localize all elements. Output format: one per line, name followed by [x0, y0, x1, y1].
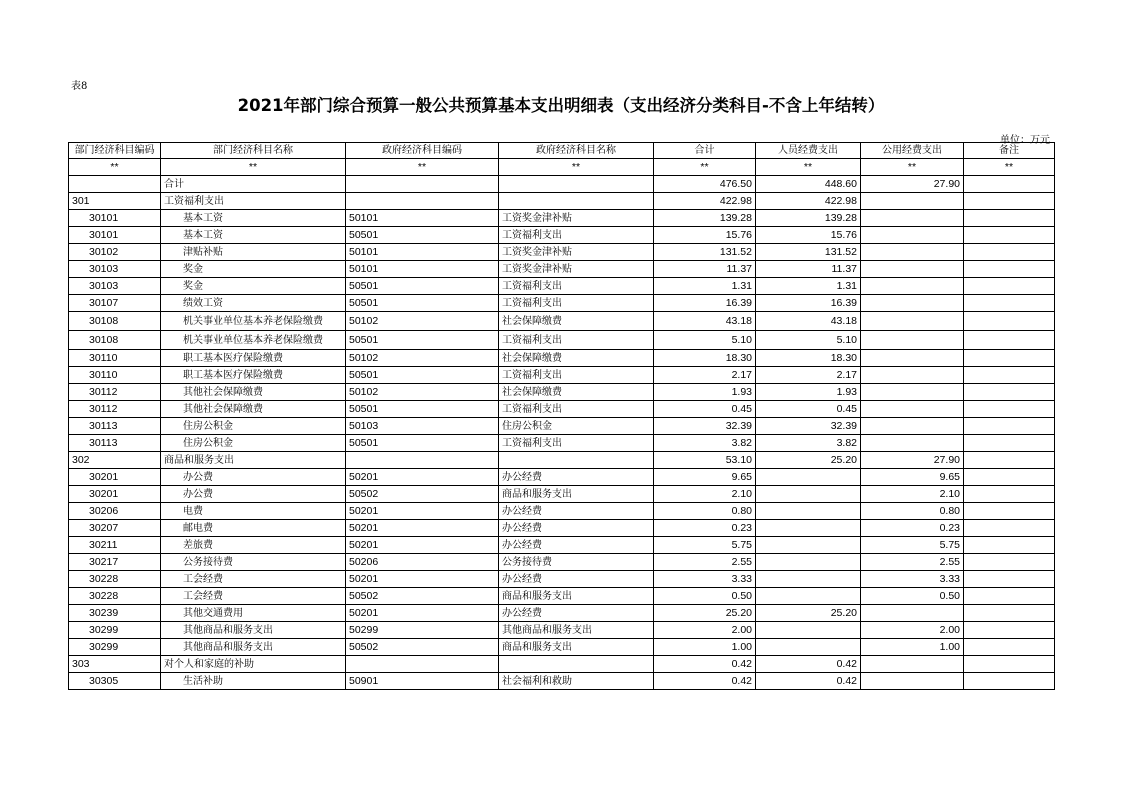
total-cell: 9.65 — [654, 469, 756, 486]
personnel-cell — [756, 622, 861, 639]
personnel-cell — [756, 639, 861, 656]
public-cell — [861, 384, 964, 401]
gov-code-cell: 50201 — [346, 520, 499, 537]
dept-name-cell: 奖金 — [161, 261, 346, 278]
gov-code-cell: 50201 — [346, 537, 499, 554]
public-cell: 0.50 — [861, 588, 964, 605]
marker-cell: ** — [69, 159, 161, 176]
gov-code-cell: 50101 — [346, 210, 499, 227]
public-cell: 1.00 — [861, 639, 964, 656]
marker-cell: ** — [654, 159, 756, 176]
public-cell — [861, 227, 964, 244]
table-row — [69, 312, 1055, 331]
dept-name-cell: 商品和服务支出 — [161, 452, 346, 469]
total-cell: 15.76 — [654, 227, 756, 244]
note-cell — [964, 622, 1055, 639]
dept-code-cell: 30228 — [69, 571, 161, 588]
dept-name-cell: 公务接待费 — [161, 554, 346, 571]
gov-code-cell: 50299 — [346, 622, 499, 639]
gov-code-cell: 50501 — [346, 227, 499, 244]
column-header: 备注 — [964, 143, 1055, 159]
personnel-cell: 11.37 — [756, 261, 861, 278]
gov-name-cell: 工资福利支出 — [499, 295, 654, 312]
public-cell: 27.90 — [861, 452, 964, 469]
dept-name-cell: 住房公积金 — [161, 435, 346, 452]
dept-code-cell: 30101 — [69, 227, 161, 244]
gov-name-cell: 工资福利支出 — [499, 367, 654, 384]
public-cell — [861, 350, 964, 367]
personnel-cell: 5.10 — [756, 331, 861, 350]
gov-name-cell: 公务接待费 — [499, 554, 654, 571]
unit-label: 单位：万元 — [1000, 135, 1050, 146]
dept-name-cell: 住房公积金 — [161, 418, 346, 435]
personnel-cell: 448.60 — [756, 176, 861, 193]
marker-cell: ** — [756, 159, 861, 176]
column-header: 部门经济科目编码 — [69, 143, 161, 159]
dept-code-cell: 30103 — [69, 278, 161, 295]
dept-code-cell: 30299 — [69, 622, 161, 639]
gov-name-cell — [499, 193, 654, 210]
note-cell — [964, 350, 1055, 367]
dept-code-cell: 30112 — [69, 384, 161, 401]
public-cell — [861, 210, 964, 227]
marker-cell: ** — [964, 159, 1055, 176]
public-cell — [861, 193, 964, 210]
total-cell: 0.50 — [654, 588, 756, 605]
gov-name-cell: 社会福利和救助 — [499, 673, 654, 690]
gov-code-cell — [346, 452, 499, 469]
dept-code-cell: 30101 — [69, 210, 161, 227]
dept-code-cell: 30113 — [69, 418, 161, 435]
personnel-cell — [756, 486, 861, 503]
public-cell — [861, 401, 964, 418]
personnel-cell — [756, 537, 861, 554]
total-cell: 5.10 — [654, 331, 756, 350]
personnel-cell — [756, 503, 861, 520]
dept-name-cell: 电费 — [161, 503, 346, 520]
total-cell: 139.28 — [654, 210, 756, 227]
note-cell — [964, 210, 1055, 227]
gov-code-cell: 50201 — [346, 503, 499, 520]
dept-code-cell: 30112 — [69, 401, 161, 418]
note-cell — [964, 673, 1055, 690]
public-cell — [861, 435, 964, 452]
gov-code-cell: 50502 — [346, 639, 499, 656]
gov-name-cell: 工资奖金津补贴 — [499, 244, 654, 261]
note-cell — [964, 486, 1055, 503]
gov-code-cell — [346, 193, 499, 210]
table-row — [69, 622, 1055, 639]
total-cell: 11.37 — [654, 261, 756, 278]
total-cell: 422.98 — [654, 193, 756, 210]
note-cell — [964, 571, 1055, 588]
note-cell — [964, 295, 1055, 312]
personnel-cell — [756, 554, 861, 571]
total-cell: 2.10 — [654, 486, 756, 503]
total-cell: 1.31 — [654, 278, 756, 295]
public-cell — [861, 331, 964, 350]
dept-name-cell: 邮电费 — [161, 520, 346, 537]
note-cell — [964, 312, 1055, 331]
table-row — [69, 486, 1055, 503]
gov-name-cell: 社会保障缴费 — [499, 384, 654, 401]
dept-name-cell: 机关事业单位基本养老保险缴费 — [161, 331, 346, 350]
personnel-cell: 25.20 — [756, 605, 861, 622]
gov-code-cell: 50201 — [346, 469, 499, 486]
total-cell: 3.33 — [654, 571, 756, 588]
personnel-cell: 1.93 — [756, 384, 861, 401]
gov-name-cell: 工资奖金津补贴 — [499, 261, 654, 278]
public-cell — [861, 418, 964, 435]
table-row — [69, 227, 1055, 244]
dept-name-cell: 津贴补贴 — [161, 244, 346, 261]
gov-name-cell: 商品和服务支出 — [499, 639, 654, 656]
table-body — [69, 176, 1055, 690]
gov-name-cell: 其他商品和服务支出 — [499, 622, 654, 639]
total-cell: 2.00 — [654, 622, 756, 639]
gov-code-cell: 50102 — [346, 350, 499, 367]
gov-code-cell — [346, 176, 499, 193]
personnel-cell: 43.18 — [756, 312, 861, 331]
dept-code-cell: 30239 — [69, 605, 161, 622]
note-cell — [964, 193, 1055, 210]
dept-name-cell: 其他交通费用 — [161, 605, 346, 622]
dept-name-cell: 职工基本医疗保险缴费 — [161, 350, 346, 367]
personnel-cell — [756, 469, 861, 486]
note-cell — [964, 656, 1055, 673]
marker-cell: ** — [161, 159, 346, 176]
dept-code-cell: 303 — [69, 656, 161, 673]
marker-cell: ** — [346, 159, 499, 176]
dept-code-cell: 30206 — [69, 503, 161, 520]
note-cell — [964, 435, 1055, 452]
total-cell: 18.30 — [654, 350, 756, 367]
table-row — [69, 520, 1055, 537]
table-row — [69, 673, 1055, 690]
dept-code-cell: 30113 — [69, 435, 161, 452]
note-cell — [964, 639, 1055, 656]
gov-code-cell: 50201 — [346, 605, 499, 622]
note-cell — [964, 261, 1055, 278]
dept-name-cell: 其他社会保障缴费 — [161, 401, 346, 418]
table-row — [69, 435, 1055, 452]
gov-code-cell: 50502 — [346, 588, 499, 605]
marker-row — [69, 159, 1055, 176]
personnel-cell — [756, 520, 861, 537]
gov-name-cell: 社会保障缴费 — [499, 350, 654, 367]
total-cell: 32.39 — [654, 418, 756, 435]
total-cell: 131.52 — [654, 244, 756, 261]
dept-name-cell: 办公费 — [161, 469, 346, 486]
table-row — [69, 469, 1055, 486]
gov-name-cell — [499, 452, 654, 469]
note-cell — [964, 503, 1055, 520]
note-cell — [964, 537, 1055, 554]
note-cell — [964, 384, 1055, 401]
note-cell — [964, 367, 1055, 384]
note-cell — [964, 176, 1055, 193]
dept-name-cell: 工会经费 — [161, 588, 346, 605]
table-row — [69, 537, 1055, 554]
page-title: 2021年部门综合预算一般公共预算基本支出明细表（支出经济分类科目-不含上年结转） — [237, 96, 885, 115]
dept-name-cell: 其他商品和服务支出 — [161, 639, 346, 656]
dept-name-cell: 生活补助 — [161, 673, 346, 690]
column-header: 合计 — [654, 143, 756, 159]
dept-name-cell: 工资福利支出 — [161, 193, 346, 210]
note-cell — [964, 244, 1055, 261]
total-cell: 476.50 — [654, 176, 756, 193]
gov-code-cell: 50901 — [346, 673, 499, 690]
dept-name-cell: 奖金 — [161, 278, 346, 295]
personnel-cell: 3.82 — [756, 435, 861, 452]
personnel-cell: 0.42 — [756, 656, 861, 673]
public-cell — [861, 261, 964, 278]
dept-name-cell: 绩效工资 — [161, 295, 346, 312]
total-cell: 5.75 — [654, 537, 756, 554]
dept-name-cell: 差旅费 — [161, 537, 346, 554]
total-cell: 25.20 — [654, 605, 756, 622]
table-row — [69, 588, 1055, 605]
public-cell: 2.00 — [861, 622, 964, 639]
column-header: 人员经费支出 — [756, 143, 861, 159]
total-cell: 3.82 — [654, 435, 756, 452]
table-row — [69, 639, 1055, 656]
personnel-cell: 0.45 — [756, 401, 861, 418]
gov-code-cell: 50501 — [346, 278, 499, 295]
column-header: 政府经济科目编码 — [346, 143, 499, 159]
table-row — [69, 605, 1055, 622]
total-cell: 1.00 — [654, 639, 756, 656]
personnel-cell: 18.30 — [756, 350, 861, 367]
total-cell: 1.93 — [654, 384, 756, 401]
public-cell — [861, 312, 964, 331]
total-cell: 53.10 — [654, 452, 756, 469]
public-cell — [861, 244, 964, 261]
total-cell: 2.17 — [654, 367, 756, 384]
dept-code-cell: 30299 — [69, 639, 161, 656]
column-header: 政府经济科目名称 — [499, 143, 654, 159]
dept-name-cell: 办公费 — [161, 486, 346, 503]
personnel-cell: 32.39 — [756, 418, 861, 435]
total-cell: 0.45 — [654, 401, 756, 418]
gov-name-cell — [499, 656, 654, 673]
public-cell: 9.65 — [861, 469, 964, 486]
public-cell — [861, 367, 964, 384]
dept-name-cell: 基本工资 — [161, 227, 346, 244]
public-cell — [861, 278, 964, 295]
gov-code-cell: 50206 — [346, 554, 499, 571]
gov-code-cell: 50502 — [346, 486, 499, 503]
header-row — [69, 143, 1055, 159]
dept-name-cell: 基本工资 — [161, 210, 346, 227]
gov-code-cell: 50501 — [346, 367, 499, 384]
table-row — [69, 452, 1055, 469]
dept-code-cell: 302 — [69, 452, 161, 469]
table-row — [69, 418, 1055, 435]
personnel-cell — [756, 588, 861, 605]
gov-name-cell: 商品和服务支出 — [499, 588, 654, 605]
gov-code-cell: 50102 — [346, 312, 499, 331]
note-cell — [964, 469, 1055, 486]
total-cell: 0.42 — [654, 673, 756, 690]
gov-name-cell: 办公经费 — [499, 469, 654, 486]
gov-code-cell: 50501 — [346, 295, 499, 312]
gov-code-cell: 50102 — [346, 384, 499, 401]
table-row — [69, 278, 1055, 295]
personnel-cell: 1.31 — [756, 278, 861, 295]
personnel-cell: 25.20 — [756, 452, 861, 469]
gov-name-cell: 办公经费 — [499, 537, 654, 554]
dept-name-cell: 工会经费 — [161, 571, 346, 588]
marker-cell: ** — [861, 159, 964, 176]
gov-name-cell: 商品和服务支出 — [499, 486, 654, 503]
personnel-cell: 15.76 — [756, 227, 861, 244]
public-cell: 2.55 — [861, 554, 964, 571]
public-cell: 5.75 — [861, 537, 964, 554]
table-row — [69, 176, 1055, 193]
dept-code-cell: 30228 — [69, 588, 161, 605]
gov-name-cell: 工资福利支出 — [499, 227, 654, 244]
gov-name-cell — [499, 176, 654, 193]
personnel-cell: 139.28 — [756, 210, 861, 227]
dept-code-cell — [69, 176, 161, 193]
table-row — [69, 244, 1055, 261]
table-row — [69, 350, 1055, 367]
dept-code-cell: 30211 — [69, 537, 161, 554]
dept-name-cell: 职工基本医疗保险缴费 — [161, 367, 346, 384]
note-cell — [964, 227, 1055, 244]
table-row — [69, 193, 1055, 210]
gov-code-cell: 50103 — [346, 418, 499, 435]
total-cell: 2.55 — [654, 554, 756, 571]
gov-name-cell: 工资福利支出 — [499, 278, 654, 295]
note-cell — [964, 520, 1055, 537]
public-cell: 3.33 — [861, 571, 964, 588]
note-cell — [964, 331, 1055, 350]
dept-code-cell: 301 — [69, 193, 161, 210]
personnel-cell: 16.39 — [756, 295, 861, 312]
gov-name-cell: 工资奖金津补贴 — [499, 210, 654, 227]
gov-name-cell: 办公经费 — [499, 605, 654, 622]
dept-code-cell: 30305 — [69, 673, 161, 690]
gov-name-cell: 工资福利支出 — [499, 401, 654, 418]
dept-code-cell: 30217 — [69, 554, 161, 571]
table-row — [69, 261, 1055, 278]
column-header: 部门经济科目名称 — [161, 143, 346, 159]
dept-code-cell: 30201 — [69, 486, 161, 503]
dept-code-cell: 30108 — [69, 312, 161, 331]
gov-code-cell — [346, 656, 499, 673]
table-row — [69, 331, 1055, 350]
total-cell: 16.39 — [654, 295, 756, 312]
dept-code-cell: 30201 — [69, 469, 161, 486]
public-cell — [861, 673, 964, 690]
total-cell: 0.23 — [654, 520, 756, 537]
table-row — [69, 384, 1055, 401]
gov-name-cell: 社会保障缴费 — [499, 312, 654, 331]
public-cell — [861, 605, 964, 622]
table-row — [69, 295, 1055, 312]
public-cell — [861, 295, 964, 312]
gov-name-cell: 住房公积金 — [499, 418, 654, 435]
gov-code-cell: 50201 — [346, 571, 499, 588]
gov-name-cell: 工资福利支出 — [499, 331, 654, 350]
dept-name-cell: 对个人和家庭的补助 — [161, 656, 346, 673]
dept-code-cell: 30110 — [69, 350, 161, 367]
note-cell — [964, 401, 1055, 418]
gov-code-cell: 50501 — [346, 331, 499, 350]
gov-code-cell: 50501 — [346, 401, 499, 418]
note-cell — [964, 418, 1055, 435]
table-row — [69, 571, 1055, 588]
column-header: 公用经费支出 — [861, 143, 964, 159]
budget-detail-table — [68, 142, 1055, 690]
gov-name-cell: 办公经费 — [499, 503, 654, 520]
table-number-label: 表8 — [71, 81, 88, 92]
table-row — [69, 367, 1055, 384]
dept-name-cell: 其他商品和服务支出 — [161, 622, 346, 639]
note-cell — [964, 452, 1055, 469]
total-cell: 0.80 — [654, 503, 756, 520]
gov-name-cell: 工资福利支出 — [499, 435, 654, 452]
public-cell — [861, 656, 964, 673]
dept-name-cell: 其他社会保障缴费 — [161, 384, 346, 401]
gov-name-cell: 办公经费 — [499, 520, 654, 537]
personnel-cell: 0.42 — [756, 673, 861, 690]
table-row — [69, 554, 1055, 571]
dept-name-cell: 合计 — [161, 176, 346, 193]
note-cell — [964, 605, 1055, 622]
gov-code-cell: 50101 — [346, 244, 499, 261]
note-cell — [964, 278, 1055, 295]
public-cell: 27.90 — [861, 176, 964, 193]
dept-code-cell: 30102 — [69, 244, 161, 261]
dept-code-cell: 30107 — [69, 295, 161, 312]
total-cell: 43.18 — [654, 312, 756, 331]
personnel-cell: 131.52 — [756, 244, 861, 261]
marker-cell: ** — [499, 159, 654, 176]
personnel-cell: 422.98 — [756, 193, 861, 210]
table-row — [69, 656, 1055, 673]
gov-code-cell: 50501 — [346, 435, 499, 452]
dept-code-cell: 30207 — [69, 520, 161, 537]
table-row — [69, 401, 1055, 418]
note-cell — [964, 554, 1055, 571]
dept-code-cell: 30103 — [69, 261, 161, 278]
gov-name-cell: 办公经费 — [499, 571, 654, 588]
gov-code-cell: 50101 — [346, 261, 499, 278]
public-cell: 0.23 — [861, 520, 964, 537]
public-cell: 2.10 — [861, 486, 964, 503]
total-cell: 0.42 — [654, 656, 756, 673]
dept-code-cell: 30108 — [69, 331, 161, 350]
note-cell — [964, 588, 1055, 605]
dept-code-cell: 30110 — [69, 367, 161, 384]
table-row — [69, 503, 1055, 520]
table-row — [69, 210, 1055, 227]
dept-name-cell: 机关事业单位基本养老保险缴费 — [161, 312, 346, 331]
public-cell: 0.80 — [861, 503, 964, 520]
personnel-cell — [756, 571, 861, 588]
personnel-cell: 2.17 — [756, 367, 861, 384]
